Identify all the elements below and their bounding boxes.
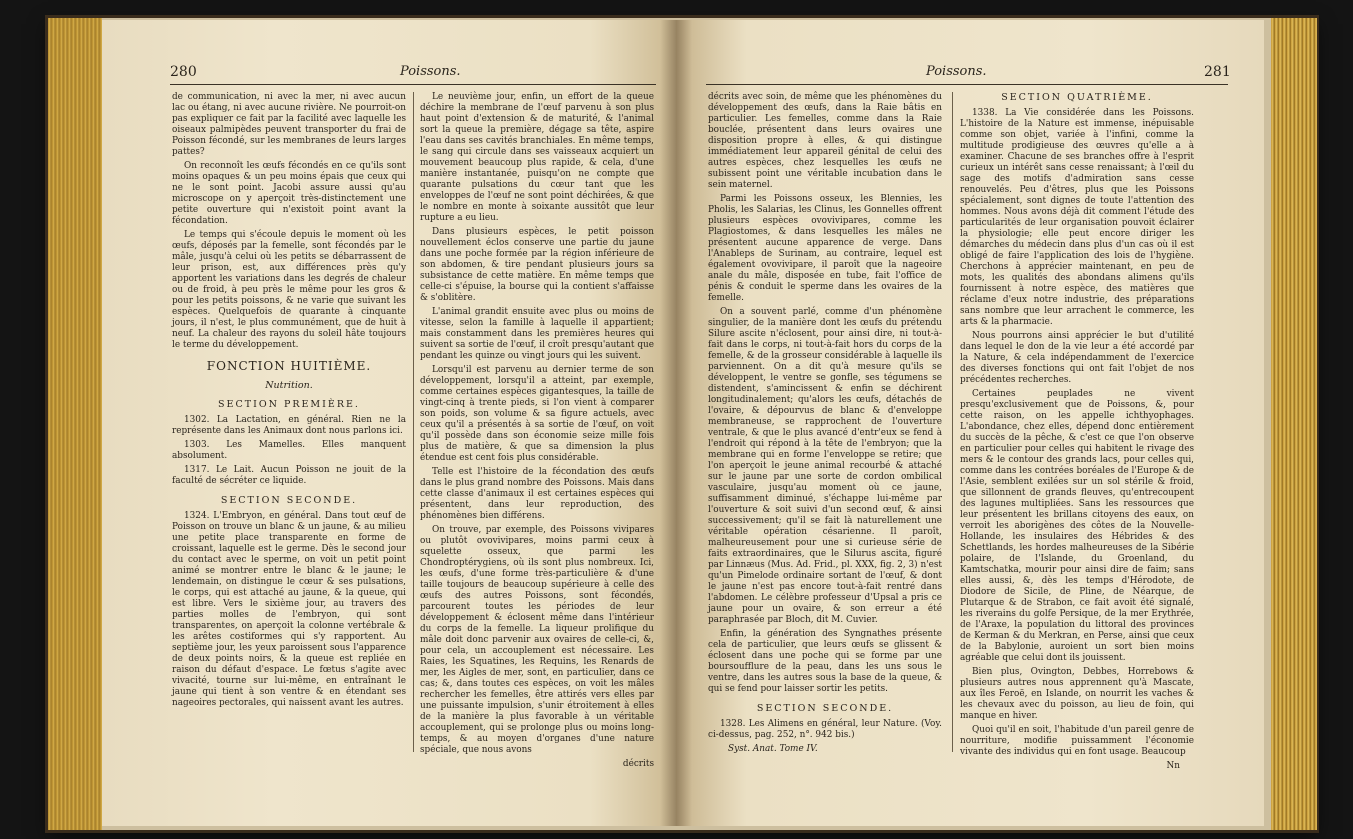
right-column-2: [960, 92, 1194, 772]
paragraph: Nous pourrons ainsi apprécier le but d'utilité dans lequel le don de la vie leur a été accordé par la Nature, & cela indépendamment de l'exercice des diverses fonctions qui ont fait l'objet de nos précédentes recherches.: [960, 331, 1194, 385]
paragraph: On trouve, par exemple, des Poissons vivipares ou plutôt ovovivipares, moins parmi ceux à squelette osseux, que parmi les Chondroptérygiens, où ils sont plus nombreux. Ici, les œufs, d'une forme très-particulière & d'une taille toujours de beaucoup supérieure à celle des œufs des autres Poissons, sont fécondés, parcourent toutes les périodes de leur développement & éclosent même dans l'intérieur du corps de la femelle. La liqueur prolifique du mâle doit donc parvenir aux ovaires de celle-ci, &, pour cela, un accouplement est nécessaire. Les Raies, les Squatines, les Requins, les Renards de mer, les Aigles de mer, sont, en particulier, dans ce cas; &, dans toutes ces espèces, on voit les mâles rechercher les femelles, être attirés vers elles par une puissante impulsion, s'unir étroitement à elles de la manière la plus favorable à un véritable accouplement, qui se prolonge plus ou moins long-temps, & au moyen d'organes d'une nature spéciale, que nous avons: [420, 525, 654, 755]
paragraph: Lorsqu'il est parvenu au dernier terme de son développement, lorsqu'il a atteint, par exemple, comme certaines espèces gigantesques, la taille de vingt-cinq à trente pieds, si l'on vient à comparer son poids, son volume & sa figure actuels, avec ceux qu'il a présentés à sa sortie de l'œuf, on voit qu'il possède dans son économie seize mille fois plus de matière, & que sa dimension la plus étendue est cent fois plus considérable.: [420, 365, 654, 463]
signature-line: Syst. Anat. Tome IV.: [728, 744, 818, 754]
left-column-2: [420, 92, 654, 770]
paragraph: 1338. La Vie considérée dans les Poissons. L'histoire de la Nature est immense, inépuisable comme son objet, variée à l'infini, comme la multitude prodigieuse des œuvres qu'elle a à examiner. Chacune de ses branches offre à l'esprit curieux un intérêt sans cesse renaissant; à l'œil du sage des motifs d'admiration sans cesse renouvelés. Peu d'êtres, plus que les Poissons spécialement, sont dignes de toute l'attention des hommes. Nous avons déjà dit comment l'étude des particularités de leur organisation pouvoit éclairer la physiologie; elle peut encore diriger les démarches du médecin dans plus d'un cas où il est obligé de faire l'application des lois de l'hygiène. Cherchons à apprécier maintenant, en peu de mots, les qualités des abondans alimens qu'ils fournissent à notre espèce, des matières que réclame d'eux notre industrie, des préparations sans nombre que leur arrachent le commerce, les arts & la pharmacie.: [960, 108, 1194, 327]
column-divider: [413, 92, 414, 752]
paragraph: 1324. L'Embryon, en général. Dans tout œuf de Poisson on trouve un blanc & un jaune, & au milieu une petite place transparente en forme de croissant, laquelle est le germe. Dès le second jour du contact avec le sperme, on voit un petit point animé se montrer entre le blanc & le jaune; le lendemain, on distingue le cœur & ses pulsations, le corps, qui est attaché au jaune, & la queue, qui est libre. Vers le sixième jour, au travers des parties molles de l'embryon, qui sont transparentes, on aperçoit la colonne vertébrale & les arêtes costiformes qui s'y rapportent. Au septième jour, les yeux paroissent sous l'apparence de deux points noirs, & la queue est repliée en raison du défaut d'espace. Le fœtus s'agite avec vivacité, tourne sur lui-même, en entraînant le jaune qui tient à son ventre & en étendant ses nageoires pectorales, qui naissent avant les autres.: [172, 511, 406, 708]
left-page-edges: [48, 18, 102, 830]
paragraph: Dans plusieurs espèces, le petit poisson nouvellement éclos conserve une partie du jaune dans une poche formée par la région inférieure de son abdomen, & tire pendant plusieurs jours sa subsistance de cette matière. En même temps que celle-ci s'épuise, la bourse qui la contient s'affaisse & s'oblitère.: [420, 227, 654, 303]
section-heading: SECTION QUATRIÈME.: [1001, 92, 1153, 103]
left-page: [102, 20, 676, 826]
section-heading: SECTION SECONDE.: [220, 495, 358, 506]
left-page-number: 280: [170, 64, 197, 80]
paragraph: Bien plus, Ovington, Debbes, Horrebows & plusieurs autres nous apprennent qu'à Mascate, aux îles Feroë, en Islande, on nourrit les vaches & les chevaux avec du poisson, au lieu de foin, qui manque en hiver.: [960, 667, 1194, 721]
paragraph: On a souvent parlé, comme d'un phénomène singulier, de la manière dont les œufs du prétendu Silure ascite n'éclosent, pour ainsi dire, ni tout-à-fait dans le corps, ni tout-à-fait hors du corps de la femelle, & de la grosseur considérable à laquelle ils parviennent. On a dit qu'à mesure qu'ils se développent, le ventre se gonfle, ses tégumens se distendent, s'amincissent & enfin se déchirent longitudinalement; qu'alors les œufs, détachés de l'ovaire, & dépourvus de blanc & d'enveloppe membraneuse, se rapprochent de l'ouverture ventrale, & que le plus avancé d'entr'eux se fend à l'endroit qui répond à la tête de l'embryon; que la membrane qui en forme l'enveloppe se retire; que l'on aperçoit le jeune animal recourbé & attaché sur le jaune par une sorte de cordon ombilical vasculaire, jusqu'au moment où ce jaune, suffisamment diminué, s'échappe lui-même par l'ouverture & soit suivi d'un second œuf, & ainsi successivement; qu'il se fait là naturellement une véritable opération césarienne. Il paroît, malheureusement pour une si curieuse série de faits extraordinaires, que le Silurus ascita, figuré par Linnæus (Mus. Ad. Frid., pl. XXX, fig. 2, 3) n'est qu'un Pimelode ordinaire sortant de l'œuf, & dont le jaune n'est pas encore tout-à-fait rentré dans l'abdomen. Le célèbre professeur d'Upsal a pris ce jaune pour un ovaire, & son erreur a été paraphrasée par Bloch, dit M. Cuvier.: [708, 307, 942, 625]
left-header-rule: [170, 84, 656, 85]
paragraph: 1317. Le Lait. Aucun Poisson ne jouit de la faculté de sécréter ce liquide.: [172, 465, 406, 486]
section-heading: SECTION PREMIÈRE.: [218, 399, 360, 410]
right-running-head: Poissons.: [926, 64, 987, 79]
right-page: [676, 20, 1264, 826]
paragraph: 1302. La Lactation, en général. Rien ne la représente dans les Animaux dont nous parlons ici.: [172, 415, 406, 436]
paragraph: Parmi les Poissons osseux, les Blennies, les Pholis, les Salarias, les Clinus, les Gonnelles offrent plusieurs espèces ovovivipares, comme les Plagiostomes, & dans lesquelles les mâles ne présentent aucune apparence de verge. Dans l'Anableps de Surinam, au contraire, lequel est également ovovivipare, il paroît que la nageoire anale du mâle, disposée en tube, fait l'office de pénis & conduit le sperme dans les ovaires de la femelle.: [708, 194, 942, 303]
signature-mark: Nn: [1166, 761, 1180, 771]
function-subheading: Nutrition.: [265, 380, 313, 391]
paragraph: Le temps qui s'écoule depuis le moment où les œufs, déposés par la femelle, sont fécondés par le mâle, jusqu'à celui où les petits se débarrassent de leur prison, est, aux différences près qu'y apportent les variations dans les degrés de chaleur ou de froid, à peu près le même pour les gros & pour les petits poissons, & ne varie que suivant les espèces. Quelquefois de quarante à cinquante jours, il n'est, le plus communément, que de huit à neuf. La chaleur des rayons du soleil hâte toujours le terme du développement.: [172, 230, 406, 350]
paragraph: Enfin, la génération des Syngnathes présente cela de particulier, que leurs œufs se glissent & éclosent dans une poche qui se forme par une boursoufflure de la peau, dans les uns sous le ventre, dans les autres sous la base de la queue, & qui se fend pour laisser sortir les petits.: [708, 629, 942, 694]
catchword: décrits: [622, 759, 654, 769]
right-header-rule: [706, 84, 1228, 85]
right-column-1: [708, 92, 942, 755]
paragraph: L'animal grandit ensuite avec plus ou moins de vitesse, selon la famille à laquelle il appartient; mais constamment dans les premières heures qui suivent sa sortie de l'œuf, il croît presqu'autant que pendant les quinze ou vingt jours qui les suivent.: [420, 307, 654, 361]
paragraph: Certaines peuplades ne vivent presqu'exclusivement que de Poissons, &, pour cette raison, on les appelle ichthyophages. L'abondance, chez elles, dépend donc entièrement du succès de la pêche, & c'est ce que l'on observe en particulier pour celles qui habitent le rivage des mers & le contour des grands lacs, pour celles qui, comme dans les contrées boréales de l'Europe & de l'Asie, semblent exilées sur un sol stérile & froid, que sillonnent de grands fleuves, qu'entrecoupent des lagunes multipliées. Sans les ressources que leur présentent les brillans citoyens des eaux, on verroit les aborigènes des côtes de la Nouvelle-Hollande, les insulaires des Hébrides & des Schettlands, les hordes malheureuses de la Sibérie polaire, de l'Islande, du Groenland, du Kamtschatka, mourir pour ainsi dire de faim; sans elles aussi, &, dès les temps d'Hérodote, de Diodore de Sicile, de Pline, de Néarque, de Plutarque & de Strabon, ce fait avoit été signalé, les riverains du golfe Persique, de la mer Erythrée, de l'Araxe, la population du littoral des provinces de Kerman & du Merkran, en Perse, ainsi que ceux de la Babylonie, auroient un sort bien moins agréable que celui dont ils jouissent.: [960, 389, 1194, 663]
book-gutter: [660, 20, 692, 826]
right-page-edges: [1271, 18, 1317, 830]
left-running-head: Poissons.: [400, 64, 461, 79]
paragraph: 1303. Les Mamelles. Elles manquent absolument.: [172, 440, 406, 461]
paragraph: de communication, ni avec la mer, ni avec aucun lac ou étang, ni avec aucune rivière. Ne pourroit-on pas expliquer ce fait par la facilité avec laquelle les oiseaux palmipèdes peuvent transporter du frai de Poisson fécondé, sur les membranes de leurs larges pattes?: [172, 92, 406, 157]
paragraph: 1328. Les Alimens en général, leur Nature. (Voy. ci-dessus, pag. 252, n°. 942 bis.): [708, 719, 942, 740]
paragraph: Le neuvième jour, enfin, un effort de la queue déchire la membrane de l'œuf parvenu à son plus haut point d'extension & de maturité, & l'animal sort la queue la première, dégage sa tête, aspire l'eau dans ses cavités branchiales. En même temps, le sang qui circule dans ses vaisseaux acquiert un mouvement beaucoup plus rapide, & cela, d'une manière instantanée, puisqu'on ne compte que quarante pulsations du cœur tant que les enveloppes de l'œuf ne sont point déchirées, & que le nombre en monte à soixante aussitôt que leur rupture a eu lieu.: [420, 92, 654, 223]
paragraph: Telle est l'histoire de la fécondation des œufs dans le plus grand nombre des Poissons. Mais dans cette classe d'animaux il est certaines espèces qui présentent, dans leur reproduction, des phénomènes bien différens.: [420, 467, 654, 521]
column-divider: [952, 92, 953, 752]
function-heading: FONCTION HUITIÈME.: [206, 359, 372, 373]
paragraph: Quoi qu'il en soit, l'habitude d'un pareil genre de nourriture, modifie puissamment l'économie vivante des individus qui en font usage. Beaucoup: [960, 725, 1194, 757]
paragraph: On reconnoît les œufs fécondés en ce qu'ils sont moins opaques & un peu moins épais que ceux qui ne le sont point. Jacobi assure aussi qu'au microscope on y aperçoit très-distinctement une petite ouverture qui n'existoit point avant la fécondation.: [172, 161, 406, 226]
right-page-number: 281: [1204, 64, 1231, 80]
left-column-1: [172, 92, 406, 712]
paragraph: décrits avec soin, de même que les phénomènes du développement des œufs, dans la Raie bâtis en particulier. Les femelles, comme dans la Raie bouclée, présentent dans leurs ovaires une disposition propre à elles, & qui distingue immédiatement leur appareil génital de celui des autres espèces, chez lesquelles les œufs ne subissent point une véritable incubation dans le sein maternel.: [708, 92, 942, 190]
section-heading: SECTION SECONDE.: [756, 703, 894, 714]
